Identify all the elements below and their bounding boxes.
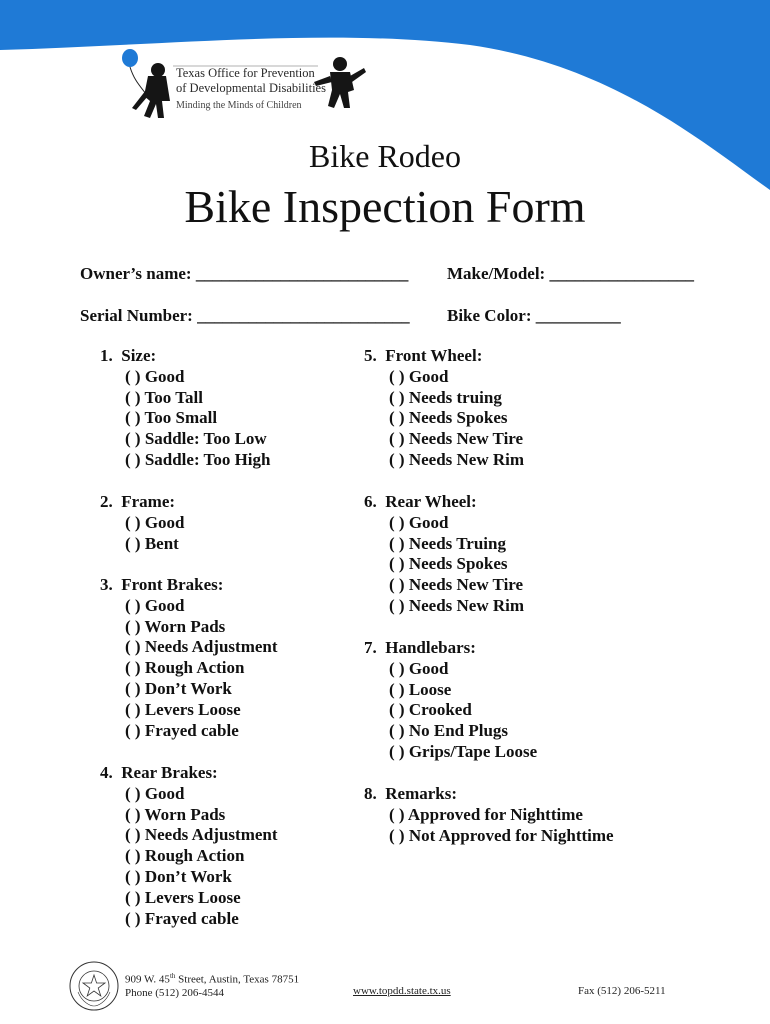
checkbox-option[interactable]: ( ) Needs New Tire [389,575,524,595]
page-subtitle: Bike Rodeo [309,138,461,174]
section-heading: 7. Handlebars: [364,638,476,657]
make-model-field[interactable]: Make/Model: _________________ [447,264,694,283]
checkbox-option[interactable]: ( ) Good [389,658,449,678]
checkbox-option[interactable]: ( ) Good [125,783,185,803]
checkbox-option[interactable]: ( ) Too Tall [125,387,203,407]
section-heading: 8. Remarks: [364,784,458,803]
state-seal-icon [68,960,120,1012]
section-heading: 6. Rear Wheel: [364,492,477,511]
checkbox-option[interactable]: ( ) Don’t Work [125,866,232,886]
checkbox-option[interactable]: ( ) Worn Pads [125,616,226,636]
checkbox-option[interactable]: ( ) Bent [125,533,179,553]
section-heading: 4. Rear Brakes: [100,763,218,782]
checkbox-option[interactable]: ( ) Too Small [125,408,218,428]
section-front-wheel [364,346,524,471]
checkbox-option[interactable]: ( ) Needs New Tire [389,429,524,449]
org-tagline: Minding the Minds of Children [176,100,302,111]
org-line-1: Texas Office for Prevention [176,66,315,80]
checkbox-option[interactable]: ( ) Don’t Work [125,678,232,698]
checkbox-option[interactable]: ( ) Rough Action [125,658,245,678]
checkbox-option[interactable]: ( ) Saddle: Too High [125,449,271,469]
section-size [100,346,271,471]
checkbox-option[interactable]: ( ) Levers Loose [125,887,241,907]
checkbox-option[interactable]: ( ) Levers Loose [125,699,241,719]
section-heading: 3. Front Brakes: [100,575,224,594]
checkbox-option[interactable]: ( ) Good [389,366,449,386]
section-heading: 2. Frame: [100,492,176,511]
footer-address-block [125,970,299,1000]
checkbox-option[interactable]: ( ) Needs Spokes [389,554,508,574]
checkbox-option[interactable]: ( ) Not Approved for Nighttime [389,825,614,845]
footer-website-link[interactable]: www.topdd.state.tx.us [353,985,451,997]
checkbox-option[interactable]: ( ) Needs New Rim [389,449,525,469]
owner-name-field[interactable]: Owner’s name: _________________________ [80,264,409,283]
checkbox-option[interactable]: ( ) Good [125,366,185,386]
section-rear-brakes [100,763,278,929]
footer-phone: Phone (512) 206-4544 [125,986,224,999]
footer-address: 909 W. 45th Street, Austin, Texas 78751 [125,972,300,986]
footer-fax: Fax (512) 206-5211 [578,985,666,997]
section-heading: 1. Size: [100,346,157,365]
checkbox-option[interactable]: ( ) Needs Adjustment [125,637,278,657]
section-rear-wheel [364,492,524,617]
checkbox-option[interactable]: ( ) Saddle: Too Low [125,429,267,449]
checkbox-option[interactable]: ( ) Good [389,512,449,532]
org-line-2: of Developmental Disabilities [176,81,326,95]
checkbox-option[interactable]: ( ) Crooked [389,700,472,720]
checkbox-option[interactable]: ( ) Needs New Rim [389,595,525,615]
checkbox-option[interactable]: ( ) Needs Adjustment [125,825,278,845]
checkbox-option[interactable]: ( ) Good [125,595,185,615]
checkbox-option[interactable]: ( ) Frayed cable [125,720,239,740]
checkbox-option[interactable]: ( ) Grips/Tape Loose [389,741,538,761]
checkbox-option[interactable]: ( ) Needs Truing [389,533,506,553]
checkbox-option[interactable]: ( ) Approved for Nighttime [389,804,583,824]
checkbox-option[interactable]: ( ) Frayed cable [125,908,239,928]
serial-number-field[interactable]: Serial Number: _________________________ [80,306,410,325]
section-remarks [364,784,614,846]
footer-website-wrap [353,985,451,998]
section-frame [100,492,185,554]
section-front-brakes [100,575,278,741]
checkbox-option[interactable]: ( ) No End Plugs [389,721,509,741]
organization-name [176,66,326,113]
checkbox-option[interactable]: ( ) Loose [389,679,452,699]
checkbox-option[interactable]: ( ) Worn Pads [125,804,226,824]
bike-color-field[interactable]: Bike Color: __________ [447,306,621,325]
section-handlebars [364,638,537,763]
section-heading: 5. Front Wheel: [364,346,483,365]
page-title: Bike Inspection Form [184,181,586,232]
checkbox-option[interactable]: ( ) Good [125,512,185,532]
checkbox-option[interactable]: ( ) Needs Spokes [389,408,508,428]
checkbox-option[interactable]: ( ) Needs truing [389,387,502,407]
checkbox-option[interactable]: ( ) Rough Action [125,846,245,866]
